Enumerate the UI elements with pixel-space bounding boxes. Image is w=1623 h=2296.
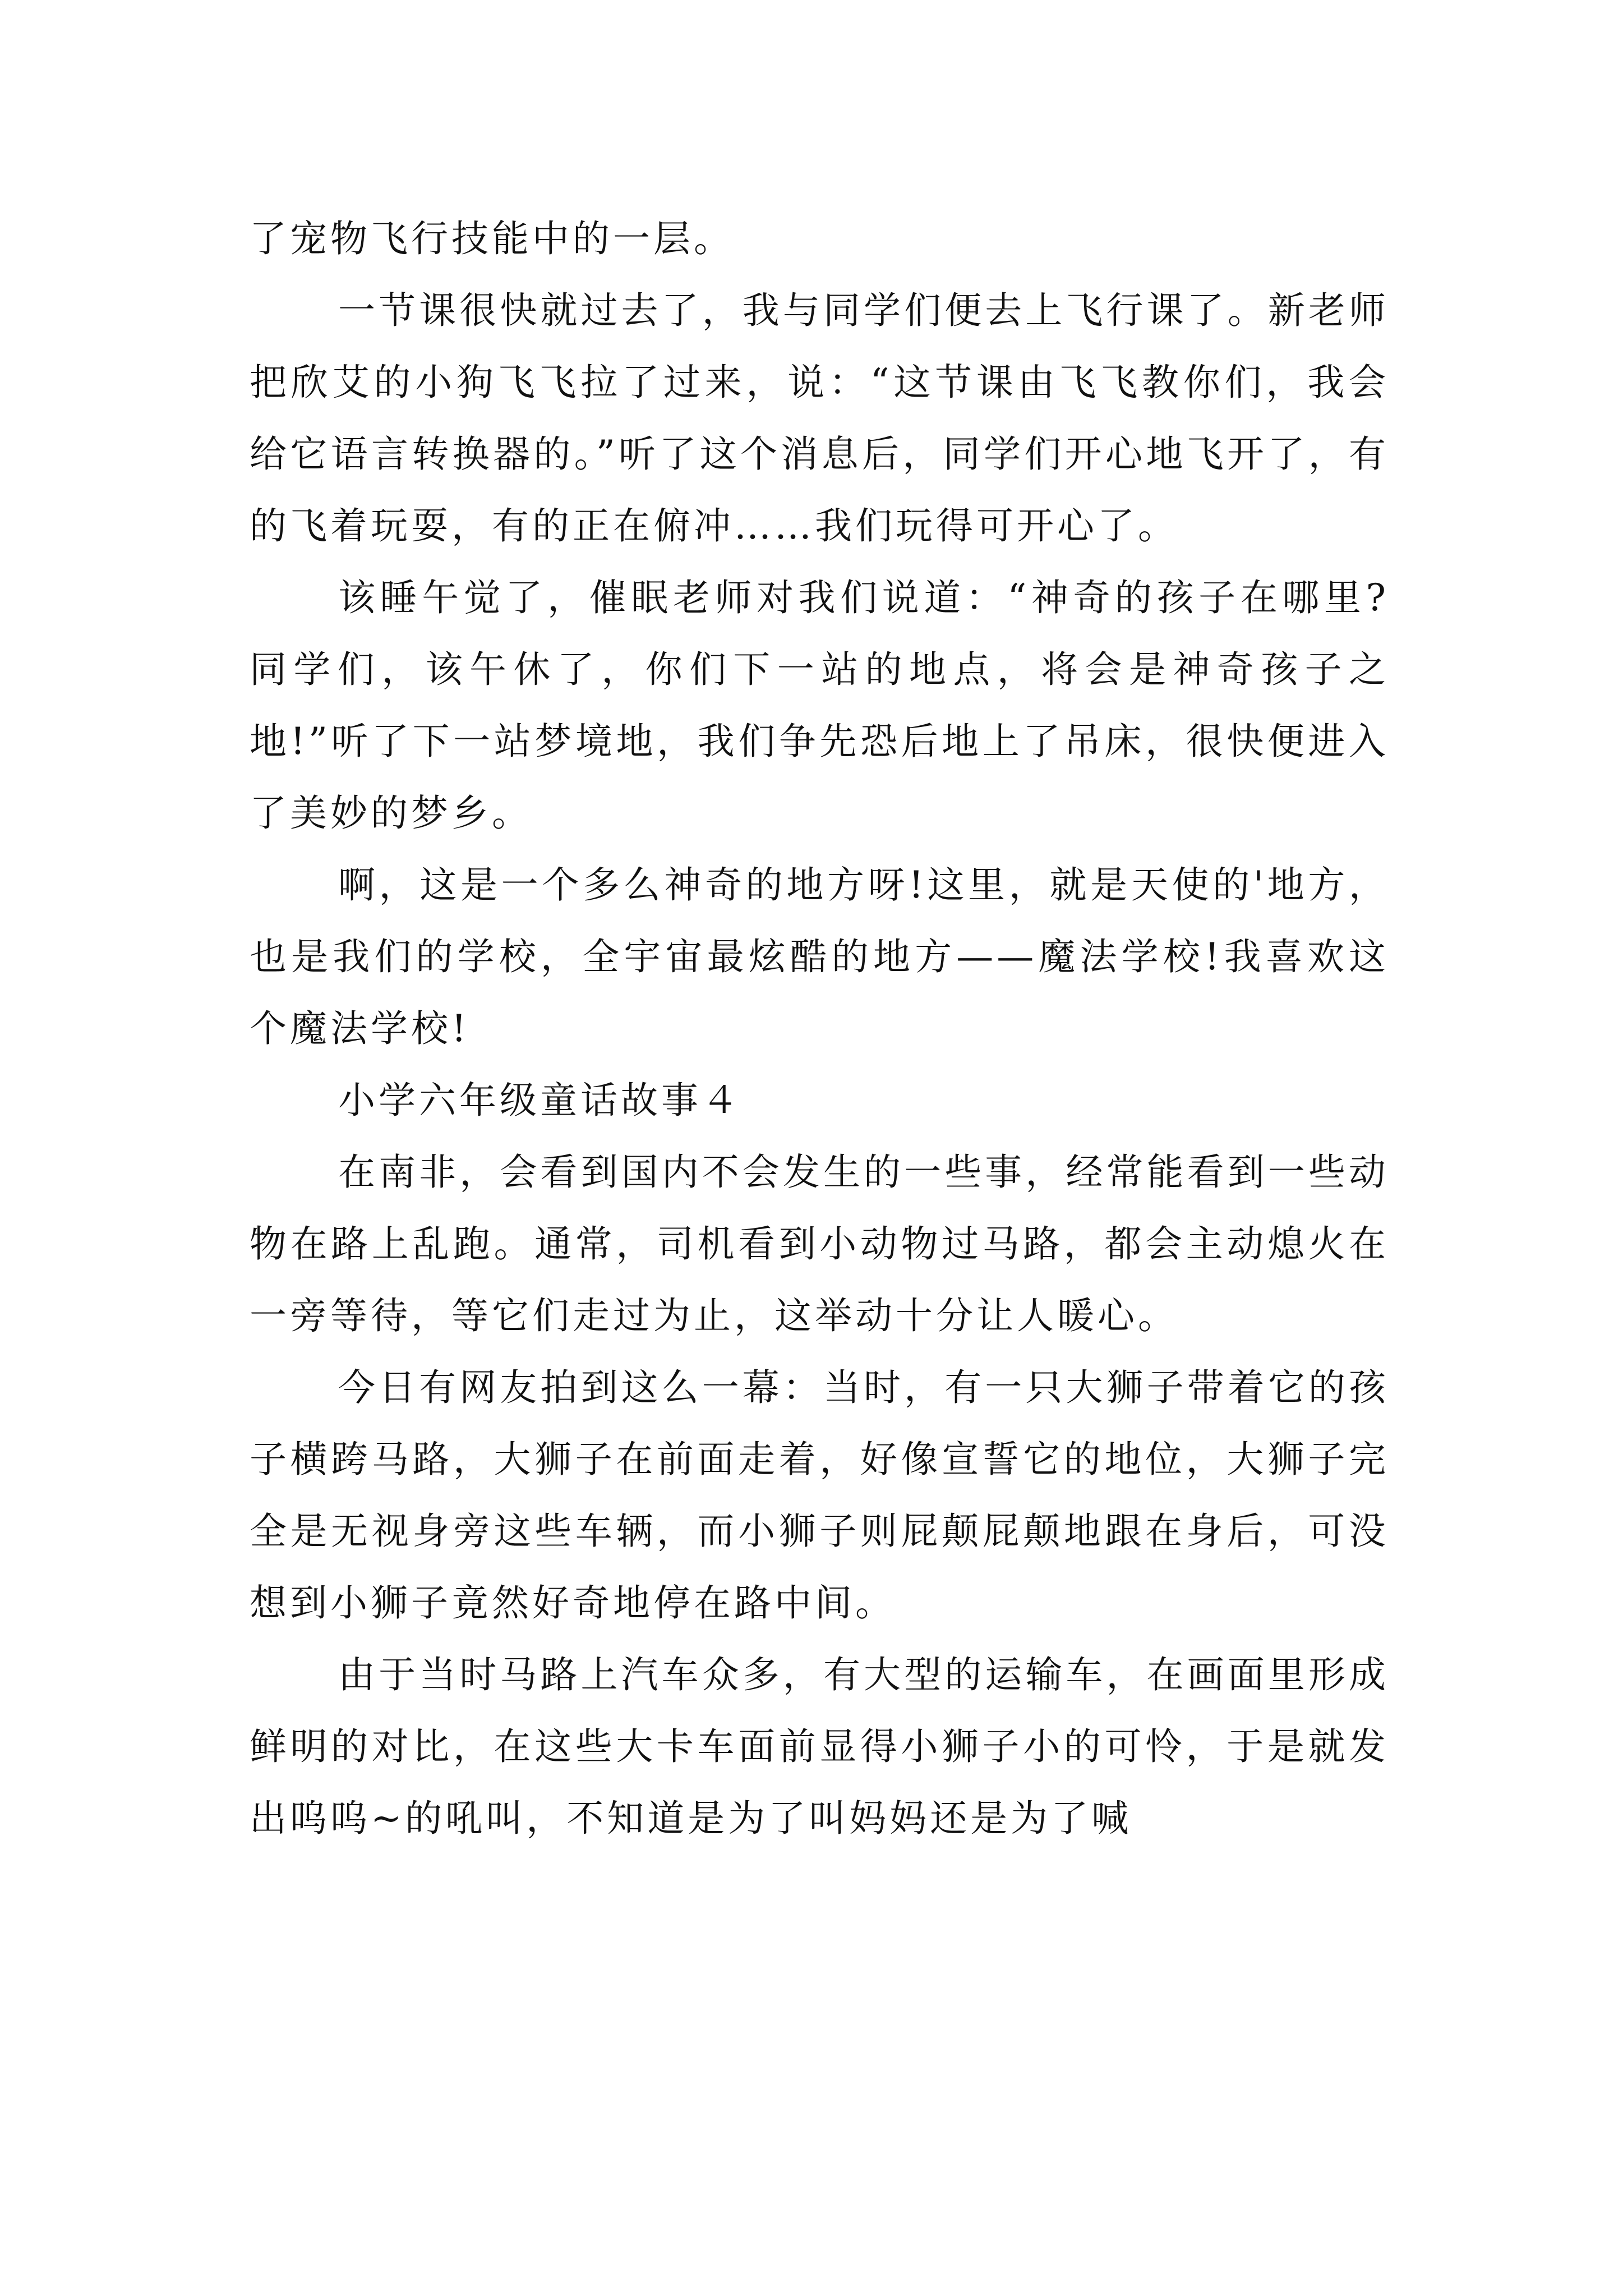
paragraph-trucks: 由于当时马路上汽车众多，有大型的运输车，在画面里形成鲜明的对比，在这些大卡车面前显得小狮子小的可怜，于是就发出呜呜~的吼叫，不知道是为了叫妈妈还是为了喊 [250,1653,1389,1840]
story-heading: 小学六年级童话故事４ [338,1079,742,1122]
paragraph-flying-class: 一节课很快就过去了，我与同学们便去上飞行课了。新老师把欣艾的小狗飞飞拉了过来，说：“这节课由飞飞教你们，我会给它语言转换器的。”听了这个消息后，同学们开心地飞开了，有的飞着玩耍，有的正在俯冲……我们玩得可开心了。 [250,289,1389,547]
paragraph-south-africa: 在南非，会看到国内不会发生的一些事，经常能看到一些动物在路上乱跑。通常，司机看到小动物过马路，都会主动熄火在一旁等待，等它们走过为止，这举动十分让人暖心。 [250,1151,1389,1337]
paragraph-magic-school: 啊，这是一个多么神奇的地方呀!这里，就是天使的'地方，也是我们的学校，全宇宙最炫酷的地方——魔法学校!我喜欢这个魔法学校! [250,863,1389,1050]
paragraph-nap-time: 该睡午觉了，催眠老师对我们说道：“神奇的孩子在哪里?同学们，该午休了，你们下一站的地点，将会是神奇孩子之地!”听了下一站梦境地，我们争先恐后地上了吊床，很快便进入了美妙的梦乡。 [250,576,1389,835]
article-body [250,203,1389,1855]
paragraph-continued: 了宠物飞行技能中的一层。 [250,217,734,260]
paragraph-lions-crossing: 今日有网友拍到这么一幕：当时，有一只大狮子带着它的孩子横跨马路，大狮子在前面走着，好像宣誓它的地位，大狮子完全是无视身旁这些车辆，而小狮子则屁颠屁颠地跟在身后，可没想到小狮子竟然好奇地停在路中间。 [250,1366,1389,1625]
